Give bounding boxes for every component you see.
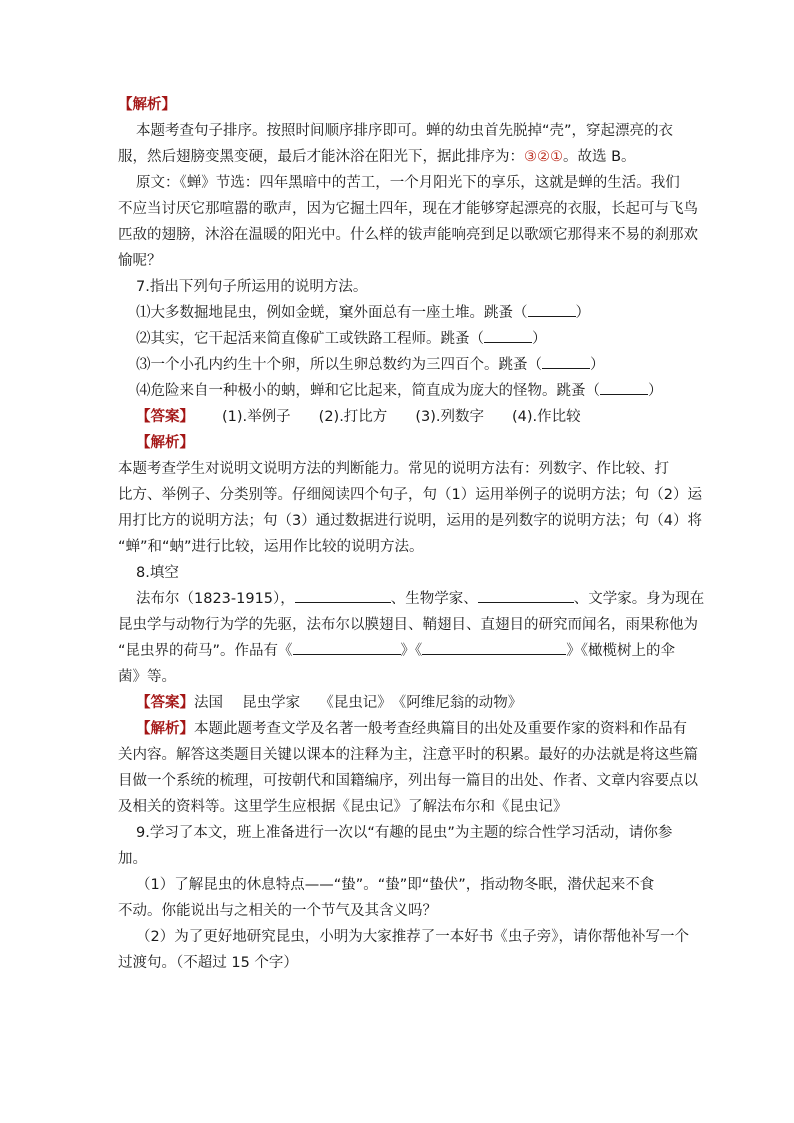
original-text-line: 匹敌的翅膀，沐浴在温暖的阳光中。什么样的钹声能响亮到足以歌颂它那得来不易的刹那欢 bbox=[118, 227, 698, 243]
analysis-tag: 【解析】 bbox=[136, 435, 194, 451]
answer-item: (3).列数字 bbox=[415, 409, 484, 425]
analysis-tag: 【解析】 bbox=[118, 97, 176, 113]
original-text-line: 愉呢？ bbox=[118, 253, 162, 269]
analysis-line: 比方、举例子、分类别等。仔细阅读四个句子，句（1）运用举例子的说明方法；句（2）运 bbox=[118, 487, 702, 503]
question-9-subquestion: （2）为了更好地研究昆虫，小明为大家推荐了一本好书《虫子旁》，请你帮他补写一个 bbox=[136, 929, 689, 945]
order-answer: ③②① bbox=[524, 149, 563, 165]
question-9-title: 9.学习了本文，班上准备进行一次以“有趣的昆虫”为主题的综合性学习活动，请你参 bbox=[136, 825, 673, 841]
analysis-line: 用打比方的说明方法；句（3）通过数据进行说明，运用的是列数字的说明方法；句（4）将 bbox=[118, 513, 702, 529]
question-8-line: “昆虫界的荷马”。作品有《 》《 》《橄榄树上的伞 bbox=[118, 638, 678, 664]
answer-blank[interactable] bbox=[600, 378, 648, 395]
answer-row bbox=[118, 690, 678, 716]
question-8-line: 昆虫学与动物行为学的先驱，法布尔以膜翅目、鞘翅目、直翅目的研究而闻名，雨果称他为 bbox=[118, 617, 698, 633]
document-content bbox=[118, 92, 705, 976]
original-text-line: 原文：《蝉》节选：四年黑暗中的苦工，一个月阳光下的享乐，这就是蝉的生活。我们 bbox=[136, 175, 680, 191]
analysis-tag: 【解析】 bbox=[136, 721, 194, 737]
question-9-subquestion: 不动。你能说出与之相关的一个节气及其含义吗？ bbox=[118, 903, 437, 919]
question-9-subquestion: （1）了解昆虫的休息特点——“蛰”。“蛰”即“蛰伏”，指动物冬眠，潜伏起来不食 bbox=[136, 877, 655, 893]
analysis-line: 本题考查句子排序。按照时间顺序排序即可。蝉的幼虫首先脱掉“壳”，穿起漂亮的衣 bbox=[136, 123, 674, 139]
answer-tag: 【答案】 bbox=[136, 409, 194, 425]
analysis-line: 及相关的资料等。这里学生应根据《昆虫记》了解法布尔和《昆虫记》 bbox=[118, 799, 568, 815]
analysis-line: 本题考查学生对说明文说明方法的判断能力。常见的说明方法有：列数字、作比较、打 bbox=[118, 461, 669, 477]
answer-blank[interactable] bbox=[542, 352, 590, 369]
question-7-item: ⑴大多数掘地昆虫，例如金蜣，窠外面总有一座土堆。跳蚤（ ） bbox=[118, 300, 678, 326]
question-8-line: 菌》等。 bbox=[118, 669, 176, 685]
answer-item: (4).作比较 bbox=[511, 409, 581, 425]
question-9-title: 加。 bbox=[118, 851, 147, 867]
question-9-subquestion: 过渡句。（不超过 15 个字） bbox=[118, 955, 298, 971]
question-7-item: ⑵其实，它干起活来简直像矿工或铁路工程师。跳蚤（ ） bbox=[118, 326, 678, 352]
answer-blank[interactable] bbox=[293, 638, 401, 655]
analysis-heading bbox=[118, 430, 678, 456]
answer-item: (1).举例子 bbox=[222, 409, 291, 425]
answer-blank[interactable] bbox=[528, 300, 576, 317]
analysis-line: 【解析】本题此题考查文学及名著一般考查经典篇目的出处及重要作家的资料和作品有 bbox=[136, 721, 687, 737]
analysis-line: 服，然后翅膀变黑变硬，最后才能沐浴在阳光下，据此排序为：③②①。故选 B。 bbox=[118, 149, 636, 165]
question-7-item: ⑷危险来自一种极小的蚋，蝉和它比起来，简直成为庞大的怪物。跳蚤（ ） bbox=[118, 378, 678, 404]
analysis-line: 目做一个系统的梳理，可按朝代和国籍编序，列出每一篇目的出处、作者、文章内容要点以 bbox=[118, 773, 698, 789]
original-text-line: 不应当讨厌它那喧嚣的歌声，因为它掘土四年，现在才能够穿起漂亮的衣服，长起可与飞鸟 bbox=[118, 201, 698, 217]
answer-item: (2).打比方 bbox=[318, 409, 388, 425]
question-7-item: ⑶一个小孔内约生十个卵，所以生卵总数约为三四百个。跳蚤（ ） bbox=[118, 352, 678, 378]
answer-blank[interactable] bbox=[295, 586, 391, 603]
question-8-line: 法布尔（1823-1915）， 、生物学家、 、文学家。身为现在 bbox=[118, 586, 678, 612]
analysis-heading bbox=[118, 92, 678, 118]
answer-text: 法国 昆虫学家 《昆虫记》 《阿维尼翁的动物》 bbox=[194, 695, 523, 711]
question-7-title: 7.指出下列句子所运用的说明方法。 bbox=[136, 279, 368, 295]
question-8-title: 8.填空 bbox=[136, 565, 179, 581]
answer-tag: 【答案】 bbox=[136, 695, 194, 711]
analysis-line: “蝉”和“蚋”进行比较，运用作比较的说明方法。 bbox=[118, 539, 424, 555]
answer-row bbox=[118, 404, 678, 430]
answer-blank[interactable] bbox=[478, 586, 574, 603]
analysis-line: 关内容。解答这类题目关键以课本的注释为主，注意平时的积累。最好的办法就是将这些篇 bbox=[118, 747, 698, 763]
answer-blank[interactable] bbox=[484, 326, 532, 343]
answer-blank[interactable] bbox=[422, 638, 566, 655]
